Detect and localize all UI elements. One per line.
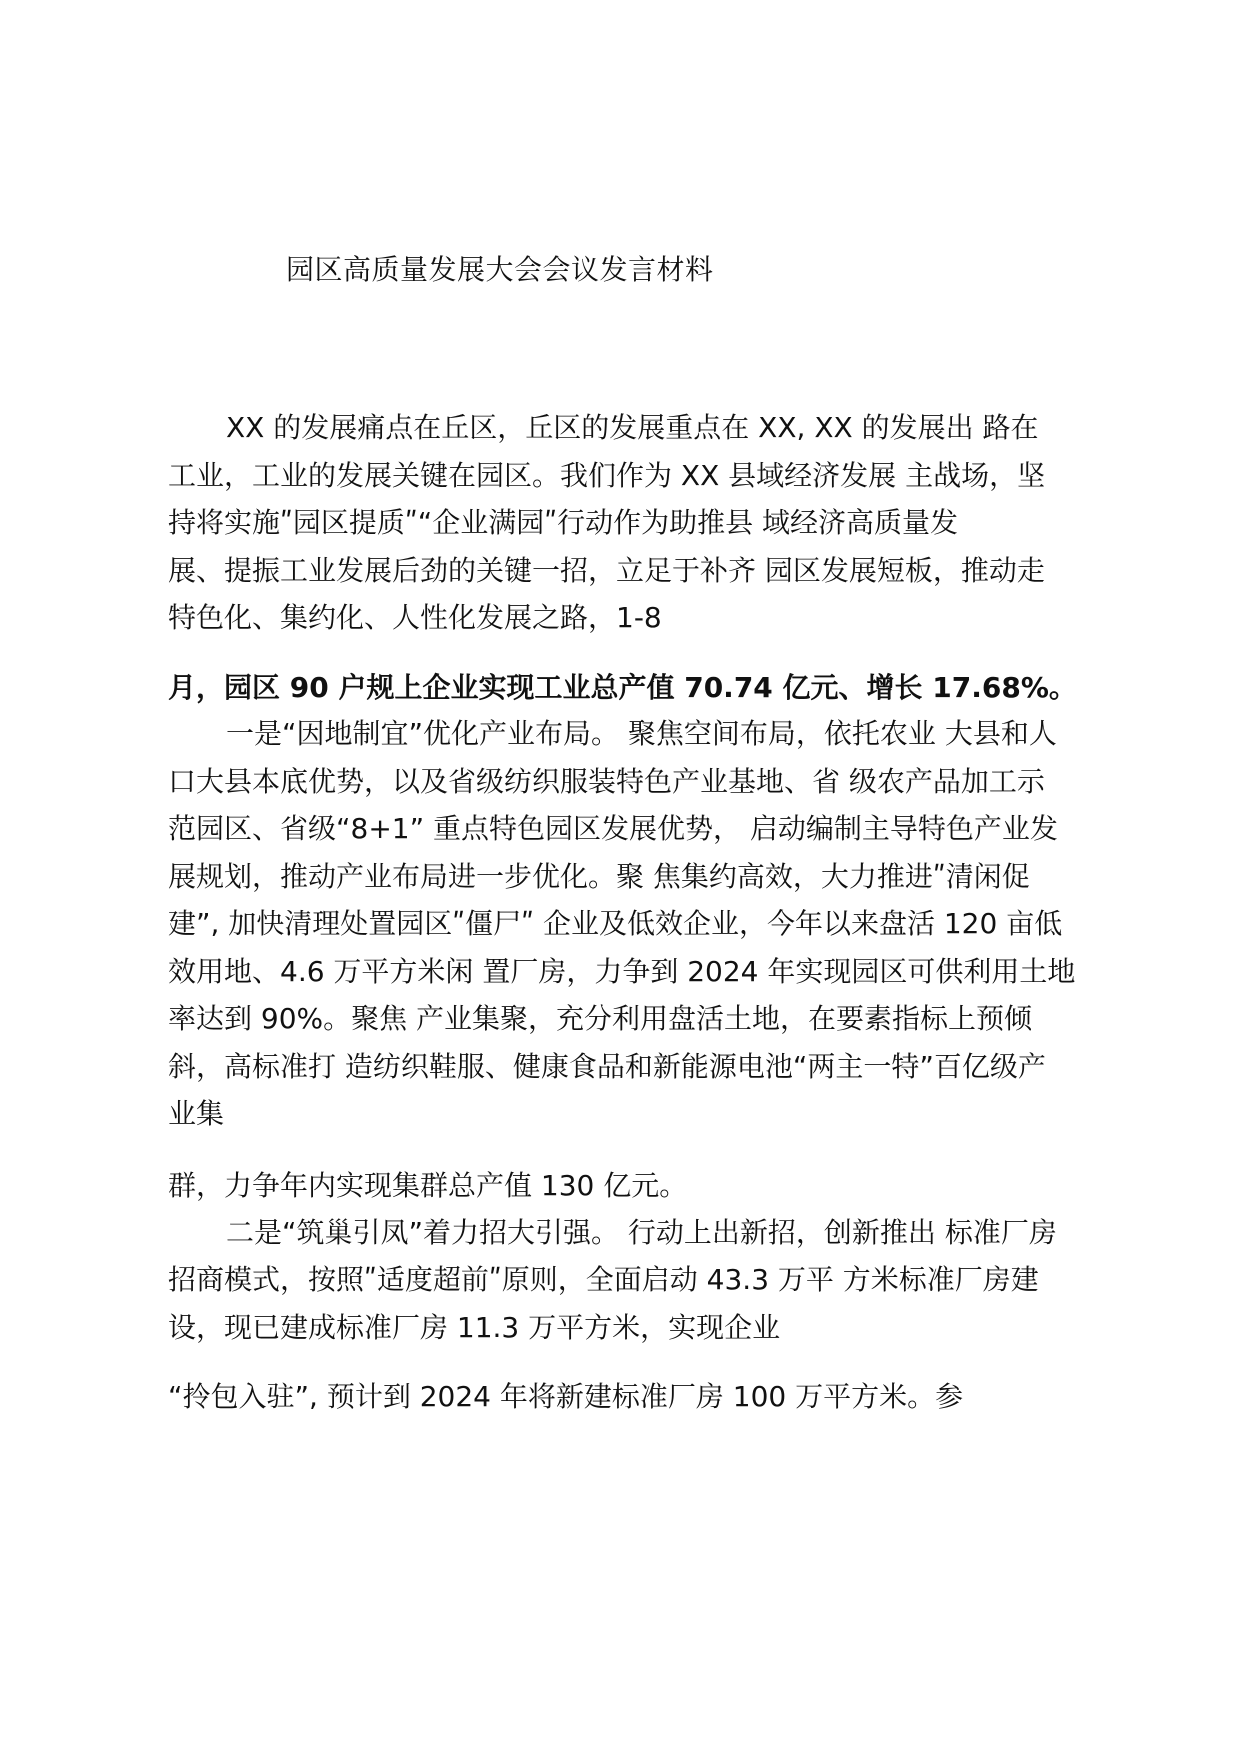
paragraph-line: 设，现已建成标准厂房 11.3 万平方米，实现企业	[168, 1311, 781, 1344]
paragraph-line: 口大县本底优势，以及省级纺织服装特色产业基地、省 级农产品加工示	[168, 765, 1045, 798]
paragraph-line: 业集	[168, 1097, 225, 1130]
paragraph-line: 效用地、4.6 万平方米闲 置厂房，力争到 2024 年实现园区可供利用土地	[168, 955, 1076, 988]
paragraph-line: 展、提振工业发展后劲的关键一招，立足于补齐 园区发展短板，推动走	[168, 554, 1045, 587]
paragraph-line: 二是“筑巢引凤”着力招大引强。 行动上出新招，创新推出 标准厂房	[226, 1216, 1057, 1249]
paragraph-line: 月，园区 90 户规上企业实现工业总产值 70.74 亿元、增长 17.68%。	[168, 671, 1077, 704]
paragraph-line: 建”, 加快清理处置园区ʺ僵尸ʺ 企业及低效企业，今年以来盘活 120 亩低	[168, 907, 1063, 940]
paragraph-line: 工业，工业的发展关键在园区。我们作为 XX 县域经济发展 主战场，坚	[168, 459, 1046, 492]
paragraph-line: 一是“因地制宜”优化产业布局。 聚焦空间布局，依托农业 大县和人	[226, 717, 1057, 750]
paragraph-line: 率达到 90%。聚焦 产业集聚，充分利用盘活土地，在要素指标上预倾	[168, 1002, 1033, 1035]
paragraph-line: 展规划，推动产业布局进一步优化。聚 焦集约高效，大力推进ʺ清闲促	[168, 860, 1030, 893]
document-title: 园区高质量发展大会会议发言材料	[286, 253, 714, 286]
paragraph-line: XX 的发展痛点在丘区，丘区的发展重点在 XX, XX 的发展出 路在	[226, 411, 1039, 444]
paragraph-line: 范园区、省级“8+1” 重点特色园区发展优势， 启动编制主导特色产业发	[168, 812, 1058, 845]
paragraph-line: “拎包入驻”, 预计到 2024 年将新建标准厂房 100 万平方米。参	[168, 1380, 964, 1413]
paragraph-line: 特色化、集约化、人性化发展之路，1-8	[168, 601, 662, 634]
paragraph-line: 持将实施ʺ园区提质ʺ“企业满园ʺ行动作为助推县 域经济高质量发	[168, 506, 959, 539]
paragraph-line: 群，力争年内实现集群总产值 130 亿元。	[168, 1169, 688, 1202]
paragraph-line: 招商模式，按照ʺ适度超前ʺ原则，全面启动 43.3 万平 方米标准厂房建	[168, 1263, 1039, 1296]
paragraph-line: 斜，高标准打 造纺织鞋服、健康食品和新能源电池“两主一特”百亿级产	[168, 1050, 1046, 1083]
